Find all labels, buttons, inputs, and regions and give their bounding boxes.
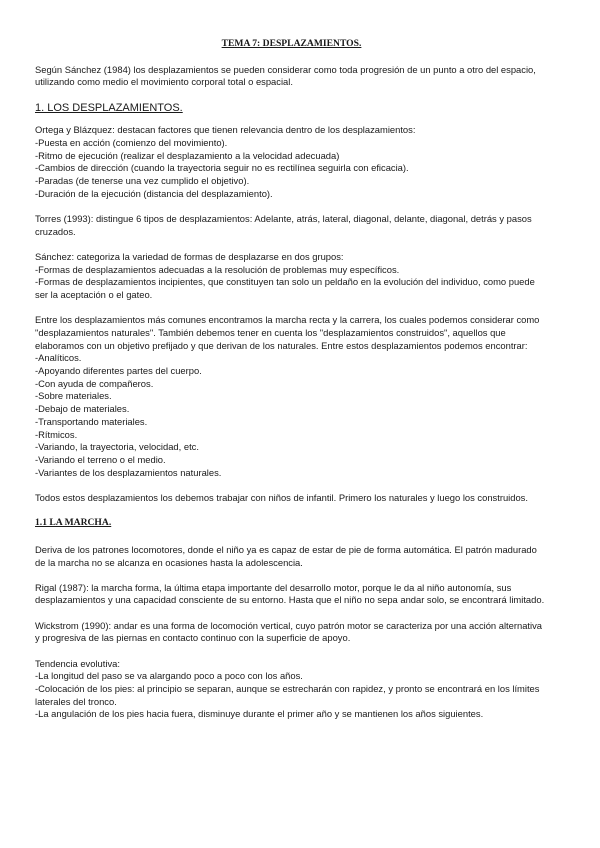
- comunes-block: [35, 314, 548, 479]
- ortega-lead: Ortega y Blázquez: destacan factores que tienen relevancia dentro de los desplazamientos:: [35, 124, 416, 136]
- intro-paragraph: Según Sánchez (1984) los desplazamientos se pueden considerar como toda progresión de un punto a otro del espacio, utilizando como medio el movimiento corporal total o espacial.: [35, 63, 536, 88]
- list-item: -Colocación de los pies: al principio se separan, aunque se estrecharán con rapidez, y pronto se encontrará en los límites laterales del tronco.: [35, 682, 540, 707]
- wickstrom-paragraph: Wickstrom (1990): andar es una forma de locomoción vertical, cuyo patrón motor se caracteriza por una acción alternativa y progresiva de las piernas en contacto continuo con la superficie de apoyo.: [35, 619, 543, 644]
- list-item: -Transportando materiales.: [35, 415, 148, 427]
- list-item: -Analíticos.: [35, 352, 82, 364]
- list-item: -Rítmicos.: [35, 428, 78, 440]
- tendencia-lead: Tendencia evolutiva:: [35, 657, 120, 669]
- list-item: -La angulación de los pies hacia fuera, disminuye durante el primer año y se mantienen los años siguientes.: [35, 708, 484, 720]
- list-item: -La longitud del paso se va alargando poco a poco con los años.: [35, 670, 303, 682]
- list-item: -Variantes de los desplazamientos naturales.: [35, 466, 222, 478]
- section-heading-marcha: 1.1 LA MARCHA.: [35, 517, 112, 529]
- list-item: -Cambios de dirección (cuando la trayectoria seguir no es rectilínea seguirla con eficacia).: [35, 162, 409, 174]
- todos-paragraph: Todos estos desplazamientos los debemos trabajar con niños de infantil. Primero los naturales y luego los construidos.: [35, 491, 528, 503]
- list-item: -Variando, la trayectoria, velocidad, etc.: [35, 441, 199, 453]
- list-item: -Paradas (de tenerse una vez cumplido el objetivo).: [35, 175, 250, 187]
- section-heading-desplazamientos: 1. LOS DESPLAZAMIENTOS.: [35, 101, 183, 114]
- list-item: -Formas de desplazamientos adecuadas a la resolución de problemas muy específicos.: [35, 263, 400, 275]
- tendencia-block: [35, 658, 548, 722]
- list-item: -Ritmo de ejecución (realizar el desplazamiento a la velocidad adecuada): [35, 149, 340, 161]
- ortega-block: [35, 124, 548, 200]
- list-item: -Variando el terreno o el medio.: [35, 453, 166, 465]
- deriva-paragraph: Deriva de los patrones locomotores, donde el niño ya es capaz de estar de pie de forma automática. El patrón madurado de la marcha no se alcanza en ocasiones hasta la adolescencia.: [35, 543, 537, 568]
- sanchez-block: [35, 251, 548, 302]
- list-item: -Duración de la ejecución (distancia del desplazamiento).: [35, 187, 273, 199]
- comunes-lead: Entre los desplazamientos más comunes encontramos la marcha recta y la carrera, los cuales podemos considerar como "desplazamientos naturales". También debemos tener en cuenta los "desplazamientos construidos", aquellos que elaboramos con un objetivo prefijado y que derivan de los naturales. Entre estos desplazamientos podemos encontrar:: [35, 314, 540, 351]
- torres-paragraph: Torres (1993): distingue 6 tipos de desplazamientos: Adelante, atrás, lateral, diagonal, delante, diagonal, detrás y pasos cruzados.: [35, 213, 532, 237]
- list-item: -Puesta en acción (comienzo del movimiento).: [35, 137, 228, 149]
- sanchez-lead: Sánchez: categoriza la variedad de formas de desplazarse en dos grupos:: [35, 250, 344, 262]
- list-item: -Con ayuda de compañeros.: [35, 377, 154, 389]
- list-item: -Formas de desplazamientos incipientes, que constituyen tan solo un peldaño en la evolución del individuo, como puede ser la aceptación o el gateo.: [35, 276, 535, 301]
- list-item: -Debajo de materiales.: [35, 403, 130, 415]
- rigal-paragraph: Rigal (1987): la marcha forma, la última etapa importante del desarrollo motor, porque le da al niño autonomía, sus desplazamientos y una capacidad consciente de su entorno. Hasta que el niño no sepa andar solo, se encontrará limitado.: [35, 581, 545, 606]
- page-title: TEMA 7: DESPLAZAMIENTOS.: [221, 38, 362, 49]
- list-item: -Apoyando diferentes partes del cuerpo.: [35, 365, 202, 377]
- list-item: -Sobre materiales.: [35, 390, 112, 402]
